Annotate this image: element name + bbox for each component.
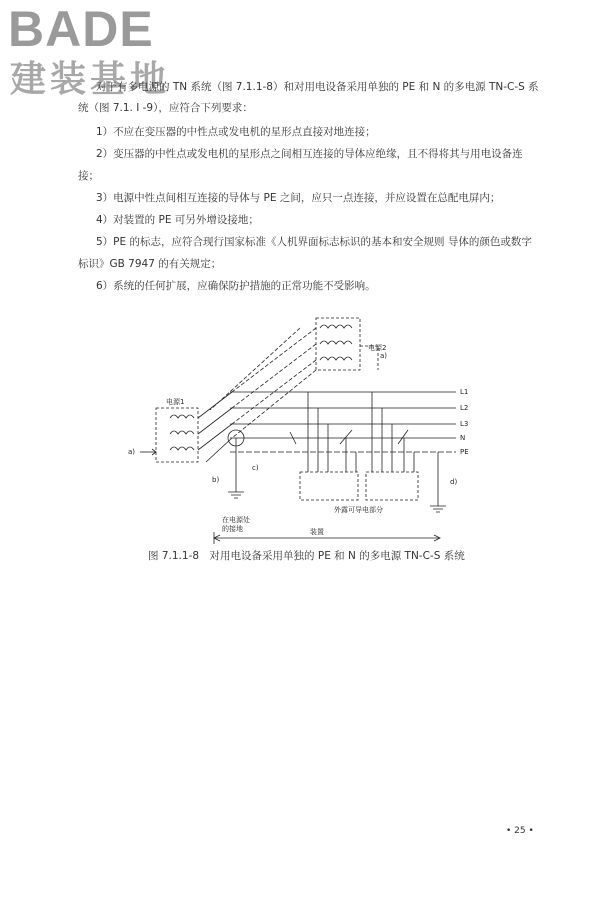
source2-label: 电源2 (368, 344, 387, 352)
source1-label: 电源1 (166, 398, 185, 406)
requirement-1: 1）不应在变压器的中性点或发电机的星形点直接对地连接； (96, 126, 376, 138)
requirement-6: 6）系统的任何扩展，应确保防护措施的正常功能不受影响。 (96, 280, 376, 292)
ground-note-line2: 的接地 (222, 525, 243, 533)
equipment-2 (366, 472, 418, 500)
requirement-4: 4）对装置的 PE 可另外增设接地； (96, 214, 259, 226)
source1-enclosure (156, 408, 198, 462)
requirement-5-line2: 标识》GB 7947 的有关规定； (78, 258, 222, 270)
source1-windings (170, 415, 194, 450)
page-number: • 25 • (506, 826, 534, 836)
paragraph-intro-line1: 对于有多电源的 TN 系统（图 7.1.1-8）和对用电设备采用单独的 PE 和 N 的多电源 TN-C-S 系 (96, 81, 539, 93)
requirement-2-line1: 2）变压器的中性点或发电机的星形点之间相互连接的导体应绝缘，且不得将其与用电设备连 (96, 148, 523, 160)
installation-label: 装置 (310, 528, 324, 536)
label-a-source1: a) (128, 448, 136, 456)
logo-wordmark: BADE (8, 1, 154, 57)
equipment-1 (300, 472, 358, 500)
exposed-parts-label: 外露可导电部分 (334, 506, 383, 514)
requirement-5-line1: 5）PE 的标志，应符合现行国家标准《人机界面标志标识的基本和安全规则 导体的颜色或数字 (96, 236, 532, 248)
ground-note-line1: 在电源处 (222, 516, 250, 524)
line-label-l3: L3 (460, 420, 469, 428)
label-c: c) (252, 464, 259, 472)
line-label-n: N (460, 434, 466, 442)
requirement-3: 3）电源中性点间相互连接的导体与 PE 之间，应只一点连接，并应设置在总配电屏内； (96, 192, 501, 204)
paragraph-intro-line2: 统（图 7.1. I -9），应符合下列要求： (78, 102, 253, 114)
source2-windings (320, 325, 352, 360)
logo-chinese: 建装基地 (10, 59, 171, 100)
label-a-source2: a) (380, 352, 388, 360)
label-d: d) (450, 478, 458, 486)
line-label-l1: L1 (460, 388, 469, 396)
label-b: b) (212, 476, 220, 484)
figure-caption: 图 7.1.1-8 对用电设备采用单独的 PE 和 N 的多电源 TN-C-S 系统 (148, 550, 465, 562)
tn-c-s-diagram (0, 310, 600, 550)
line-label-pe: PE (460, 448, 469, 456)
requirement-2-line2: 接； (78, 170, 99, 182)
line-label-l2: L2 (460, 404, 469, 412)
